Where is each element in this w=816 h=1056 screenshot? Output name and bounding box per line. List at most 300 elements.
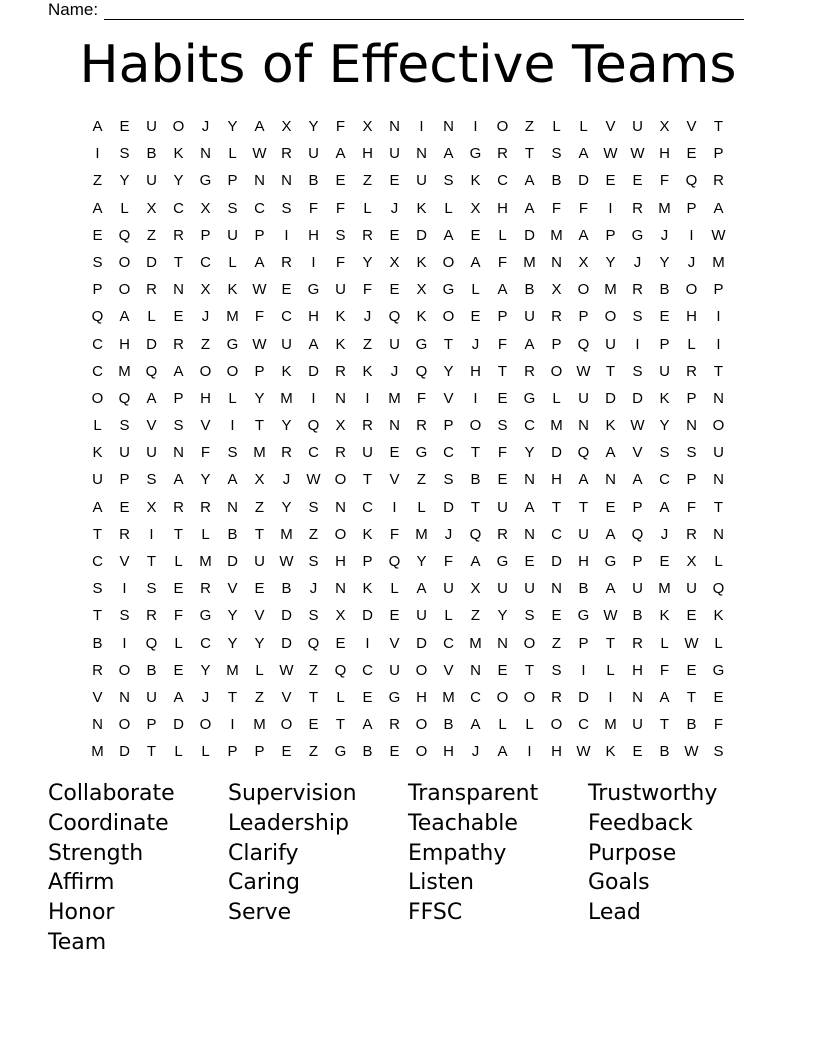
grid-letter: F	[416, 389, 427, 407]
grid-letter: R	[200, 580, 211, 598]
grid-letter: D	[416, 634, 427, 652]
grid-letter: P	[254, 743, 265, 761]
grid-letter: A	[470, 253, 481, 271]
grid-letter: V	[686, 118, 697, 135]
grid-letter: W	[576, 362, 591, 380]
grid-letter: M	[280, 389, 293, 407]
grid-letter: K	[362, 580, 373, 598]
grid-letter: H	[632, 661, 643, 679]
grid-letter: U	[146, 118, 157, 135]
grid-letter: N	[578, 417, 589, 435]
grid-letter: M	[253, 444, 266, 462]
grid-letter: K	[335, 308, 346, 326]
grid-letter: O	[91, 389, 104, 407]
grid-letter: W	[576, 743, 591, 761]
word-bank-item: Strength	[48, 840, 144, 866]
grid-letter: L	[606, 661, 615, 679]
grid-letter: L	[471, 281, 480, 299]
grid-letter: E	[686, 145, 697, 163]
grid-letter: A	[335, 145, 346, 163]
grid-letter: N	[389, 417, 400, 435]
grid-letter: W	[252, 335, 267, 353]
grid-letter: Z	[254, 498, 265, 516]
grid-letter: Q	[91, 308, 104, 326]
grid-letter: E	[497, 471, 508, 489]
grid-letter: S	[551, 661, 562, 679]
grid-letter: T	[146, 743, 157, 761]
grid-letter: P	[632, 553, 643, 570]
grid-letter: F	[551, 199, 562, 217]
grid-letter: F	[335, 253, 346, 271]
grid-letter: E	[605, 498, 616, 516]
word-bank	[48, 779, 768, 958]
grid-letter: S	[308, 498, 319, 516]
grid-letter: Y	[200, 661, 211, 679]
grid-letter: G	[415, 335, 428, 353]
grid-letter: S	[497, 417, 508, 435]
grid-letter: N	[416, 145, 427, 163]
grid-letter: S	[92, 580, 103, 598]
grid-letter: Q	[307, 417, 320, 435]
grid-letter: V	[389, 634, 400, 652]
word-bank-item: Transparent	[408, 781, 539, 806]
grid-letter: E	[632, 172, 643, 190]
grid-letter: Y	[281, 417, 292, 435]
grid-letter: V	[632, 444, 643, 462]
grid-letter: Y	[308, 118, 319, 135]
grid-letter: M	[388, 389, 401, 407]
grid-letter: I	[716, 308, 721, 326]
word-bank-item: Feedback	[588, 810, 693, 836]
grid-letter: T	[173, 525, 184, 543]
grid-letter: M	[253, 716, 266, 734]
grid-letter: P	[713, 145, 724, 163]
grid-letter: X	[686, 553, 697, 570]
grid-letter: T	[551, 498, 562, 516]
grid-letter: R	[281, 145, 292, 163]
grid-letter: M	[118, 362, 131, 380]
grid-letter: O	[550, 716, 563, 734]
grid-letter: E	[308, 716, 319, 734]
grid-letter: C	[443, 444, 454, 462]
grid-letter: D	[443, 498, 454, 516]
page-title: Habits of Effective Teams	[79, 35, 737, 95]
grid-letter: Q	[307, 634, 320, 652]
grid-letter: M	[280, 525, 293, 543]
grid-letter: W	[279, 553, 294, 570]
grid-letter: R	[335, 362, 346, 380]
grid-letter: I	[527, 743, 532, 761]
grid-letter: P	[686, 389, 697, 407]
grid-letter: D	[578, 688, 589, 706]
grid-letter: L	[714, 634, 723, 652]
grid-letter: U	[632, 118, 643, 135]
grid-letter: T	[227, 688, 238, 706]
grid-letter: R	[632, 634, 643, 652]
grid-letter: S	[227, 444, 238, 462]
grid-letter: C	[254, 199, 265, 217]
grid-letter: Y	[659, 253, 670, 271]
grid-letter: U	[578, 389, 589, 407]
grid-letter: U	[416, 607, 427, 625]
grid-letter: L	[120, 199, 129, 217]
grid-letter: N	[497, 634, 508, 652]
grid-letter: Z	[362, 335, 373, 353]
grid-letter: V	[92, 688, 103, 706]
grid-letter: T	[470, 444, 481, 462]
grid-letter: L	[201, 525, 210, 543]
grid-letter: R	[713, 172, 724, 190]
grid-letter: N	[605, 471, 616, 489]
grid-letter: L	[201, 743, 210, 761]
grid-letter: A	[146, 389, 157, 407]
grid-letter: E	[389, 226, 400, 244]
grid-letter: J	[363, 308, 372, 326]
grid-letter: T	[443, 335, 454, 353]
grid-letter: P	[146, 716, 157, 734]
grid-letter: I	[473, 389, 478, 407]
grid-letter: X	[578, 253, 589, 271]
grid-letter: F	[335, 199, 346, 217]
grid-letter: U	[632, 580, 643, 598]
word-bank-item: Affirm	[48, 870, 115, 896]
grid-letter: T	[605, 362, 616, 380]
grid-letter: I	[311, 389, 316, 407]
grid-letter: R	[416, 417, 427, 435]
grid-letter: D	[308, 362, 319, 380]
grid-letter: X	[659, 118, 670, 135]
grid-letter: I	[716, 335, 721, 353]
name-field[interactable]	[48, 0, 744, 20]
name-underline[interactable]	[104, 4, 744, 20]
grid-letter: F	[200, 444, 211, 462]
grid-letter: N	[389, 118, 400, 135]
grid-letter: B	[146, 661, 157, 679]
grid-letter: T	[335, 716, 346, 734]
grid-letter: E	[119, 498, 130, 516]
grid-letter: B	[443, 716, 454, 734]
grid-letter: K	[281, 362, 292, 380]
grid-letter: W	[711, 226, 726, 244]
grid-letter: K	[713, 607, 724, 625]
grid-letter: C	[200, 253, 211, 271]
grid-letter: O	[118, 281, 131, 299]
grid-letter: L	[174, 634, 183, 652]
grid-letter: S	[146, 471, 157, 489]
grid-letter: U	[497, 498, 508, 516]
grid-letter: P	[578, 308, 589, 326]
grid-letter: I	[473, 118, 478, 135]
grid-letter: M	[442, 688, 455, 706]
grid-letter: N	[713, 471, 724, 489]
grid-letter: E	[389, 172, 400, 190]
grid-letter: A	[443, 145, 454, 163]
grid-letter: Q	[577, 335, 590, 353]
grid-letter: R	[497, 525, 508, 543]
grid-letter: D	[119, 743, 130, 761]
grid-letter: S	[551, 145, 562, 163]
grid-letter: E	[389, 607, 400, 625]
grid-letter: L	[714, 553, 723, 570]
grid-letter: H	[551, 743, 562, 761]
grid-letter: A	[173, 471, 184, 489]
grid-letter: Y	[227, 634, 238, 652]
grid-letter: J	[660, 226, 669, 244]
grid-letter: H	[551, 471, 562, 489]
grid-letter: Q	[469, 525, 482, 543]
grid-letter: O	[118, 661, 131, 679]
grid-letter: R	[119, 525, 130, 543]
grid-letter: Y	[416, 553, 427, 570]
grid-letter: E	[686, 661, 697, 679]
grid-letter: F	[443, 553, 454, 570]
grid-letter: Y	[254, 634, 265, 652]
word-bank-item: Honor	[48, 900, 115, 926]
grid-letter: L	[417, 498, 426, 516]
grid-letter: X	[470, 199, 481, 217]
grid-letter: S	[443, 172, 454, 190]
grid-letter: A	[524, 199, 535, 217]
grid-letter: A	[119, 308, 130, 326]
grid-letter: W	[684, 743, 699, 761]
grid-letter: C	[497, 172, 508, 190]
grid-letter: E	[335, 172, 346, 190]
grid-letter: A	[254, 118, 265, 135]
grid-letter: U	[659, 362, 670, 380]
grid-letter: R	[281, 253, 292, 271]
grid-letter: G	[226, 335, 239, 353]
grid-letter: S	[173, 417, 184, 435]
grid-letter: B	[362, 743, 373, 761]
grid-letter: M	[550, 226, 563, 244]
grid-letter: U	[389, 335, 400, 353]
grid-letter: U	[713, 444, 724, 462]
grid-letter: N	[254, 172, 265, 190]
grid-letter: X	[146, 199, 157, 217]
grid-letter: I	[392, 498, 397, 516]
grid-letter: Y	[281, 498, 292, 516]
grid-letter: Z	[470, 607, 481, 625]
grid-letter: W	[684, 634, 699, 652]
grid-letter: G	[496, 553, 509, 570]
grid-letter: T	[497, 362, 508, 380]
grid-letter: I	[689, 226, 694, 244]
grid-letter: L	[687, 335, 696, 353]
grid-letter: A	[605, 444, 616, 462]
grid-letter: F	[335, 118, 346, 135]
grid-letter: D	[416, 226, 427, 244]
grid-letter: J	[390, 199, 399, 217]
grid-letter: L	[579, 118, 588, 135]
grid-letter: V	[389, 471, 400, 489]
word-bank-item: Caring	[228, 870, 300, 896]
grid-letter: P	[686, 199, 697, 217]
grid-letter: E	[389, 281, 400, 299]
grid-letter: E	[497, 661, 508, 679]
grid-letter: P	[686, 471, 697, 489]
grid-letter: O	[415, 661, 428, 679]
grid-letter: T	[686, 688, 697, 706]
grid-letter: K	[362, 525, 373, 543]
grid-letter: S	[92, 253, 103, 271]
grid-letter: R	[146, 607, 157, 625]
grid-letter: C	[92, 553, 103, 570]
grid-letter: J	[687, 253, 696, 271]
grid-letter: U	[308, 145, 319, 163]
grid-letter: N	[281, 172, 292, 190]
grid-letter: G	[307, 281, 320, 299]
word-bank-item: Serve	[228, 900, 292, 926]
grid-letter: L	[498, 716, 507, 734]
grid-letter: G	[577, 607, 590, 625]
grid-letter: F	[389, 525, 400, 543]
grid-letter: W	[630, 145, 645, 163]
grid-letter: V	[146, 417, 157, 435]
grid-letter: S	[308, 607, 319, 625]
grid-letter: E	[335, 634, 346, 652]
grid-letter: X	[200, 199, 211, 217]
grid-letter: N	[551, 580, 562, 598]
grid-letter: I	[122, 634, 127, 652]
grid-letter: O	[604, 308, 617, 326]
grid-letter: F	[254, 308, 265, 326]
grid-letter: G	[388, 688, 401, 706]
grid-letter: N	[632, 688, 643, 706]
grid-letter: V	[119, 553, 130, 570]
grid-letter: D	[281, 634, 292, 652]
grid-letter: Z	[92, 172, 103, 190]
grid-letter: T	[713, 118, 724, 135]
grid-letter: W	[603, 145, 618, 163]
grid-letter: P	[605, 226, 616, 244]
grid-letter: T	[254, 525, 265, 543]
grid-letter: K	[605, 417, 616, 435]
grid-letter: A	[416, 580, 427, 598]
grid-letter: E	[119, 118, 130, 135]
grid-letter: K	[659, 607, 670, 625]
grid-letter: J	[660, 525, 669, 543]
grid-letter: T	[254, 417, 265, 435]
grid-letter: R	[281, 444, 292, 462]
grid-letter: L	[228, 145, 237, 163]
grid-letter: Z	[308, 743, 319, 761]
grid-letter: T	[524, 661, 535, 679]
grid-letter: U	[92, 471, 103, 489]
grid-letter: D	[524, 226, 535, 244]
grid-letter: V	[227, 580, 238, 598]
grid-letter: R	[173, 226, 184, 244]
grid-letter: K	[605, 743, 616, 761]
grid-letter: S	[335, 226, 346, 244]
grid-letter: Q	[145, 362, 158, 380]
grid-letter: R	[389, 716, 400, 734]
grid-letter: M	[226, 661, 239, 679]
grid-letter: R	[335, 444, 346, 462]
grid-letter: P	[119, 471, 130, 489]
grid-letter: Q	[118, 389, 131, 407]
grid-letter: N	[713, 525, 724, 543]
grid-letter: E	[470, 226, 481, 244]
grid-letter: A	[92, 199, 103, 217]
grid-letter: U	[443, 580, 454, 598]
grid-letter: C	[470, 688, 481, 706]
grid-letter: A	[308, 335, 319, 353]
grid-letter: Q	[712, 580, 725, 598]
grid-letter: R	[497, 145, 508, 163]
grid-letter: L	[174, 743, 183, 761]
grid-letter: G	[334, 743, 347, 761]
grid-letter: I	[230, 417, 235, 435]
grid-letter: O	[334, 471, 347, 489]
grid-letter: P	[362, 553, 373, 570]
grid-letter: E	[632, 743, 643, 761]
grid-letter: J	[309, 580, 318, 598]
grid-letter: Y	[362, 253, 373, 271]
grid-letter: Y	[119, 172, 130, 190]
grid-letter: G	[199, 172, 212, 190]
grid-letter: P	[578, 634, 589, 652]
grid-letter: H	[470, 362, 481, 380]
grid-letter: F	[497, 444, 508, 462]
grid-letter: C	[92, 335, 103, 353]
grid-letter: A	[605, 580, 616, 598]
grid-letter: J	[444, 525, 453, 543]
grid-letter: J	[390, 362, 399, 380]
grid-letter: X	[335, 607, 346, 625]
grid-letter: B	[308, 172, 319, 190]
grid-letter: B	[659, 281, 670, 299]
grid-letter: H	[335, 553, 346, 570]
grid-letter: F	[659, 661, 670, 679]
grid-letter: P	[92, 281, 103, 299]
grid-letter: R	[362, 226, 373, 244]
grid-letter: Q	[388, 553, 401, 570]
grid-letter: Z	[362, 172, 373, 190]
grid-letter: X	[335, 417, 346, 435]
grid-letter: L	[174, 553, 183, 570]
grid-letter: Z	[200, 335, 211, 353]
grid-letter: J	[471, 335, 480, 353]
grid-letter: W	[630, 417, 645, 435]
grid-letter: J	[201, 118, 210, 135]
grid-letter: N	[92, 716, 103, 734]
word-bank-item: FFSC	[408, 900, 463, 926]
grid-letter: M	[604, 716, 617, 734]
grid-letter: U	[416, 172, 427, 190]
grid-letter: P	[713, 281, 724, 299]
word-search-grid	[84, 113, 732, 766]
grid-letter: M	[469, 634, 482, 652]
grid-letter: M	[523, 253, 536, 271]
grid-letter: B	[659, 743, 670, 761]
grid-letter: Z	[146, 226, 157, 244]
grid-letter: E	[389, 743, 400, 761]
grid-letter: K	[227, 281, 238, 299]
grid-letter: R	[362, 417, 373, 435]
grid-letter: A	[362, 716, 373, 734]
grid-letter: U	[632, 716, 643, 734]
grid-letter: M	[226, 308, 239, 326]
grid-letter: I	[284, 226, 289, 244]
grid-letter: O	[226, 362, 239, 380]
grid-letter: O	[523, 688, 536, 706]
grid-letter: L	[444, 199, 453, 217]
grid-letter: N	[524, 525, 535, 543]
grid-letter: D	[551, 553, 562, 570]
grid-letter: H	[497, 199, 508, 217]
grid-letter: P	[551, 335, 562, 353]
grid-letter: F	[308, 199, 319, 217]
